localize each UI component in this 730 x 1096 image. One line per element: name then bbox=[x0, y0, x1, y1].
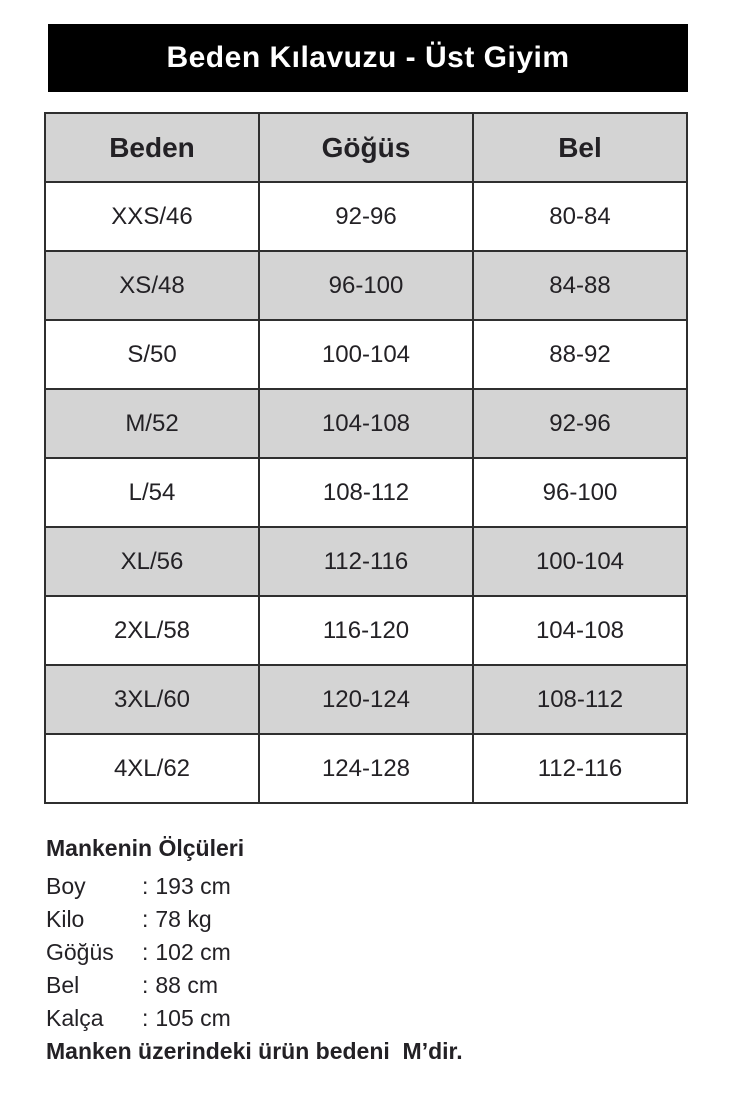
measurement-separator: : bbox=[142, 873, 149, 899]
measurement-cell: 108-112 bbox=[473, 665, 687, 734]
table-header bbox=[45, 113, 687, 182]
table-row bbox=[45, 389, 687, 458]
title-bar bbox=[48, 24, 688, 92]
measurement-label: Göğüs bbox=[46, 939, 114, 965]
measurement-separator: : bbox=[142, 939, 149, 965]
table-row bbox=[45, 665, 687, 734]
table-row bbox=[45, 596, 687, 665]
measurement-cell: 96-100 bbox=[473, 458, 687, 527]
measurement-cell: 112-116 bbox=[473, 734, 687, 803]
model-size-note: Manken üzerindeki ürün bedeni M’dir. bbox=[46, 1038, 463, 1064]
measurement-cell: 112-116 bbox=[259, 527, 473, 596]
size-cell: L/54 bbox=[45, 458, 259, 527]
size-cell: 4XL/62 bbox=[45, 734, 259, 803]
model-measurement-row bbox=[46, 1002, 688, 1035]
measurement-value: 102 cm bbox=[155, 939, 231, 965]
size-guide-table bbox=[44, 112, 688, 804]
measurement-value: 88 cm bbox=[155, 972, 219, 998]
table-header-row bbox=[45, 113, 687, 182]
measurement-cell: 92-96 bbox=[473, 389, 687, 458]
measurement-cell: 100-104 bbox=[259, 320, 473, 389]
size-cell: XL/56 bbox=[45, 527, 259, 596]
measurement-cell: 116-120 bbox=[259, 596, 473, 665]
measurement-label: Kilo bbox=[46, 906, 85, 932]
measurement-cell: 88-92 bbox=[473, 320, 687, 389]
measurement-value: 78 kg bbox=[155, 906, 212, 932]
measurement-value: 193 cm bbox=[155, 873, 231, 899]
measurement-cell: 108-112 bbox=[259, 458, 473, 527]
column-header: Göğüs bbox=[259, 113, 473, 182]
model-measurement-row bbox=[46, 870, 688, 903]
table-row bbox=[45, 734, 687, 803]
measurement-cell: 104-108 bbox=[259, 389, 473, 458]
table-row bbox=[45, 320, 687, 389]
model-measurement-row bbox=[46, 969, 688, 1002]
measurement-label: Boy bbox=[46, 873, 86, 899]
measurement-cell: 104-108 bbox=[473, 596, 687, 665]
measurement-cell: 80-84 bbox=[473, 182, 687, 251]
measurement-separator: : bbox=[142, 906, 149, 932]
column-header: Beden bbox=[45, 113, 259, 182]
measurement-label: Kalça bbox=[46, 1005, 104, 1031]
measurement-cell: 124-128 bbox=[259, 734, 473, 803]
column-header: Bel bbox=[473, 113, 687, 182]
model-measurements-section bbox=[44, 835, 688, 1068]
measurement-cell: 120-124 bbox=[259, 665, 473, 734]
table-row bbox=[45, 527, 687, 596]
size-cell: XS/48 bbox=[45, 251, 259, 320]
measurement-cell: 84-88 bbox=[473, 251, 687, 320]
measurement-separator: : bbox=[142, 1005, 149, 1031]
table-row bbox=[45, 182, 687, 251]
table-row bbox=[45, 251, 687, 320]
measurement-cell: 92-96 bbox=[259, 182, 473, 251]
size-cell: XXS/46 bbox=[45, 182, 259, 251]
model-measurement-row bbox=[46, 936, 688, 969]
size-cell: 3XL/60 bbox=[45, 665, 259, 734]
size-cell: S/50 bbox=[45, 320, 259, 389]
measurement-separator: : bbox=[142, 972, 149, 998]
measurement-label: Bel bbox=[46, 972, 80, 998]
model-measurements-list bbox=[46, 870, 688, 1035]
table-body bbox=[45, 182, 687, 803]
measurement-cell: 100-104 bbox=[473, 527, 687, 596]
model-measurement-row bbox=[46, 903, 688, 936]
page-title: Beden Kılavuzu - Üst Giyim bbox=[166, 41, 570, 74]
model-measurements-heading: Mankenin Ölçüleri bbox=[46, 835, 245, 861]
size-cell: M/52 bbox=[45, 389, 259, 458]
measurement-value: 105 cm bbox=[155, 1005, 231, 1031]
size-cell: 2XL/58 bbox=[45, 596, 259, 665]
table-row bbox=[45, 458, 687, 527]
measurement-cell: 96-100 bbox=[259, 251, 473, 320]
